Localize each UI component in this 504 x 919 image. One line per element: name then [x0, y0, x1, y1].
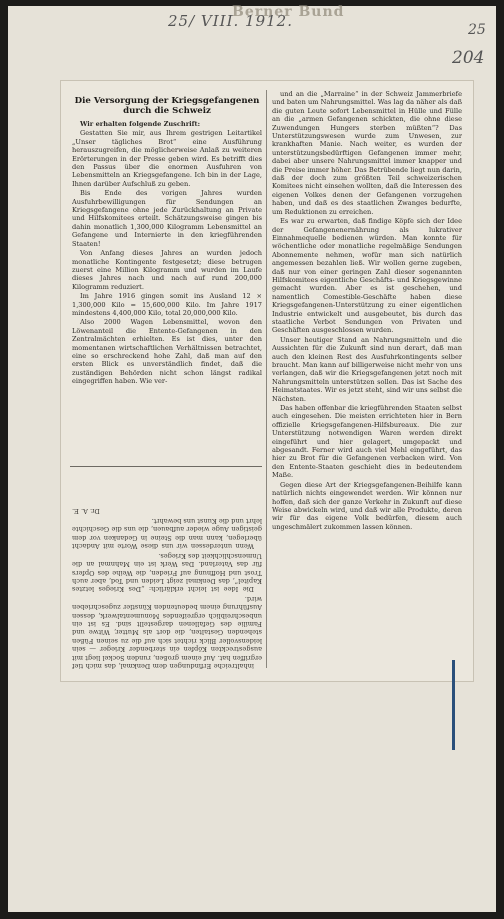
newspaper-stamp: Berner Bund — [232, 4, 345, 20]
paragraph: Unser heutiger Stand an Nahrungsmitteln und die Aussichten für die Zukunft sind nun derart, daß man auch den kleinen Rest des Ausfuhrkontingents selber braucht. Man kann auf billigerweise nicht mehr von uns verlangen, daß wir die Kriegsgefangenen jetzt noch mit Nahrungsmitteln unterstützen sollen. Das ist Sache des Heimatstaates. Wir es jetzt steht, sind wir uns selbst die Nächsten. — [272, 335, 462, 403]
paragraph: Gegen diese Art der Kriegsgefangenen-Beihilfe kann natürlich nichts eingewendet werden. Wir können nur hoffen, daß sich der ganze Verkehr in Zukunft auf diese Weise abwickeln wird, und daß wir alle Produkte, deren wir für das eigene Volk bedürfen, diesem auch ungeschmälert zukommen lassen können. — [272, 480, 462, 531]
paragraph: Bis Ende des vorigen Jahres wurden Ausfuhrbewilligungen für Sendungen an Kriegsgefangene ohne jede Zurückhaltung an Private und Hilfskomitees erteilt. Schätzungsweise gingen bis dahin monatlich 1,300,000 Kilogramm Lebensmittel an Gefangene und Internierte in den kriegführenden Staaten! — [72, 189, 262, 248]
column-divider — [266, 90, 267, 668]
section-rule — [70, 466, 262, 467]
paragraph: Es war zu erwarten, daß findige Köpfe sich der Idee der Gefangenenernährung als lukrativer Einnahmequelle bedienen würden. Man konnte für wöchentliche oder monatliche regelmäßige Sendungen Abonnemente nehmen, wofür man sich natürlich angemessen bezahlen ließ. Wir wollen gerne zugeben, daß nur von einer geringen Zahl dieser sogenannten Hilfskomitees eigentliche Geschäfts- und Kriegsgewinne gemacht wurden. Aber es ist geschehen, und namentlich Comestible-Geschäfte haben diese Kriegsgefangenen-Unterstützung zu einer eigentlichen Industrie entwickelt und ausgebeutet, bis durch das staatliche Verbot Sendungen von Privaten und Geschäften ausgeschlossen wurden. — [272, 217, 462, 335]
article-column-left — [72, 90, 262, 462]
paragraph: und an die „Marraine“ in der Schweiz Jammerbriefe und baten um Nahrungsmittel. Was lag da näher als daß die guten Leute sofort Lebensmittel in Hülle und Fülle an die „armen Gefangenen schickten, die ohne diese Zuwendungen Hungers sterben müßten“? Das Unterstützungswesen wurde zum Unwesen, zur krankhaften Manie. Nach weiter, es wurden der unterstützungsbedürftigen Gefangenen immer mehr, dabei aber unsere Nahrungsmittel immer knapper und die Preise immer höher. Das Betrübende liegt nun darin, daß der doch zum größten Teil schweizerischen Komitees nicht einsehen wollten, daß die Interessen des eigenen Volkes denen der Gefangenen vorzugehen haben, und daß es des staatlichen Zwanges bedurfte, um Reduktionen zu erreichen. — [272, 90, 462, 216]
page-number-top: 25 — [468, 22, 486, 38]
flipped-paragraph: Die Idee ist leicht erklärlich: „Des Krieges letztes Kapitel“, das Denkmal zeigt Leiden und Tod, aber auch Trost und Hoffnung auf Frieden, die Weihe des Opfers für das Vaterland. Das Werk ist ein Mahnmal an die Unmenschlichkeit des Krieges. — [72, 551, 262, 594]
flipped-paragraph: inhaltreiche Erfindungen dem Denkmal, das mich tief ergriffen hat. Auf einem großen, runden Sockel liegt mit ausgestreckten Köpfen ein sterbender Krieger — sein leidensvoller Blick richtet sich auf die zu seinen Füßen stehenden Gestalten, die dort als Mutter, Witwe und Familie des Gefallenen dargestellt sind. Es ist ein unbeschreiblich ergreifendes Monumentalwerk, dessen Ausführung einem bedeutenden Künstler zugeschrieben wird. — [72, 594, 262, 670]
handwritten-date: 25/ VIII. 1912. — [168, 12, 293, 30]
article-headline: Die Versorgung der Kriegsgefangenen durch die Schweiz — [74, 96, 260, 116]
paragraph: Im Jahre 1916 gingen somit ins Ausland 12 × 1,300,000 Kilo = 15,600,000 Kilo. Im Jahre 1917 mindestens 4,400,000 Kilo, total 20,000,000 Kilo. — [72, 292, 262, 317]
paragraph: Von Anfang dieses Jahres an wurden jedoch monatliche Kontingente festgesetzt; diese betrugen zuerst eine Million Kilogramm und wurden im Laufe dieses Jahres nach und nach auf rund 200,000 Kilogramm reduziert. — [72, 249, 262, 291]
flipped-paragraph: Wenn unterdessen wir uns diese Worte mit Andacht überlegen, kann man die Steine in Gedanken vor dem geistigen Auge wieder aufbauen, die uns die Geschichte lehrt und die Kunst uns bewahrt. — [72, 517, 262, 551]
paragraph: Also 2000 Wagen Lebensmittel, wovon den Löwenanteil die Entente-Gefangenen in den Zentralmächten erhielten. Es ist dies, unter den momentanen wirtschaftlichen Verhältnissen betrachtet, eine so erschreckend hohe Zahl, daß man auf den ersten Blick es unverständlich findet, daß die zuständigen Behörden nicht schon längst radikal eingegriffen haben. Wie ver- — [72, 318, 262, 386]
upside-down-article — [72, 470, 262, 670]
article-intro: Wir erhalten folgende Zuschrift: — [80, 120, 200, 128]
paragraph: Gestatten Sie mir, aus Ihrem gestrigen Leitartikel „Unser tägliches Brot“ eine Ausführung herauszugreifen, die möglicherweise Anlaß zu weiteren Erörterungen in der Presse geben wird. Es betrifft dies den Passus über die enormen Ausfuhren von Lebensmitteln an Kriegsgefangene. Ich bin in der Lage, Ihnen darüber Aufschluß zu geben. — [72, 129, 262, 188]
paragraph: Das haben offenbar die kriegführenden Staaten selbst auch eingesehen. Die meisten errichteten hier in Bern offizielle Kriegsgefangenen-Hilfsbureaux. Die zur Unterstützung notwendigen Waren werden direkt eingeführt und hier gelagert, umgepackt und abgesandt. Ferner wird auch viel Mehl eingeführt, das hier zu Brot für die Gefangenen verbacken wird. Von den Entente-Staaten geschieht dies in bedeutendem Maße. — [272, 404, 462, 480]
article-signature: Dr. A. E. — [72, 506, 100, 515]
page-number-mid: 204 — [452, 48, 485, 68]
article-column-right — [272, 90, 462, 675]
